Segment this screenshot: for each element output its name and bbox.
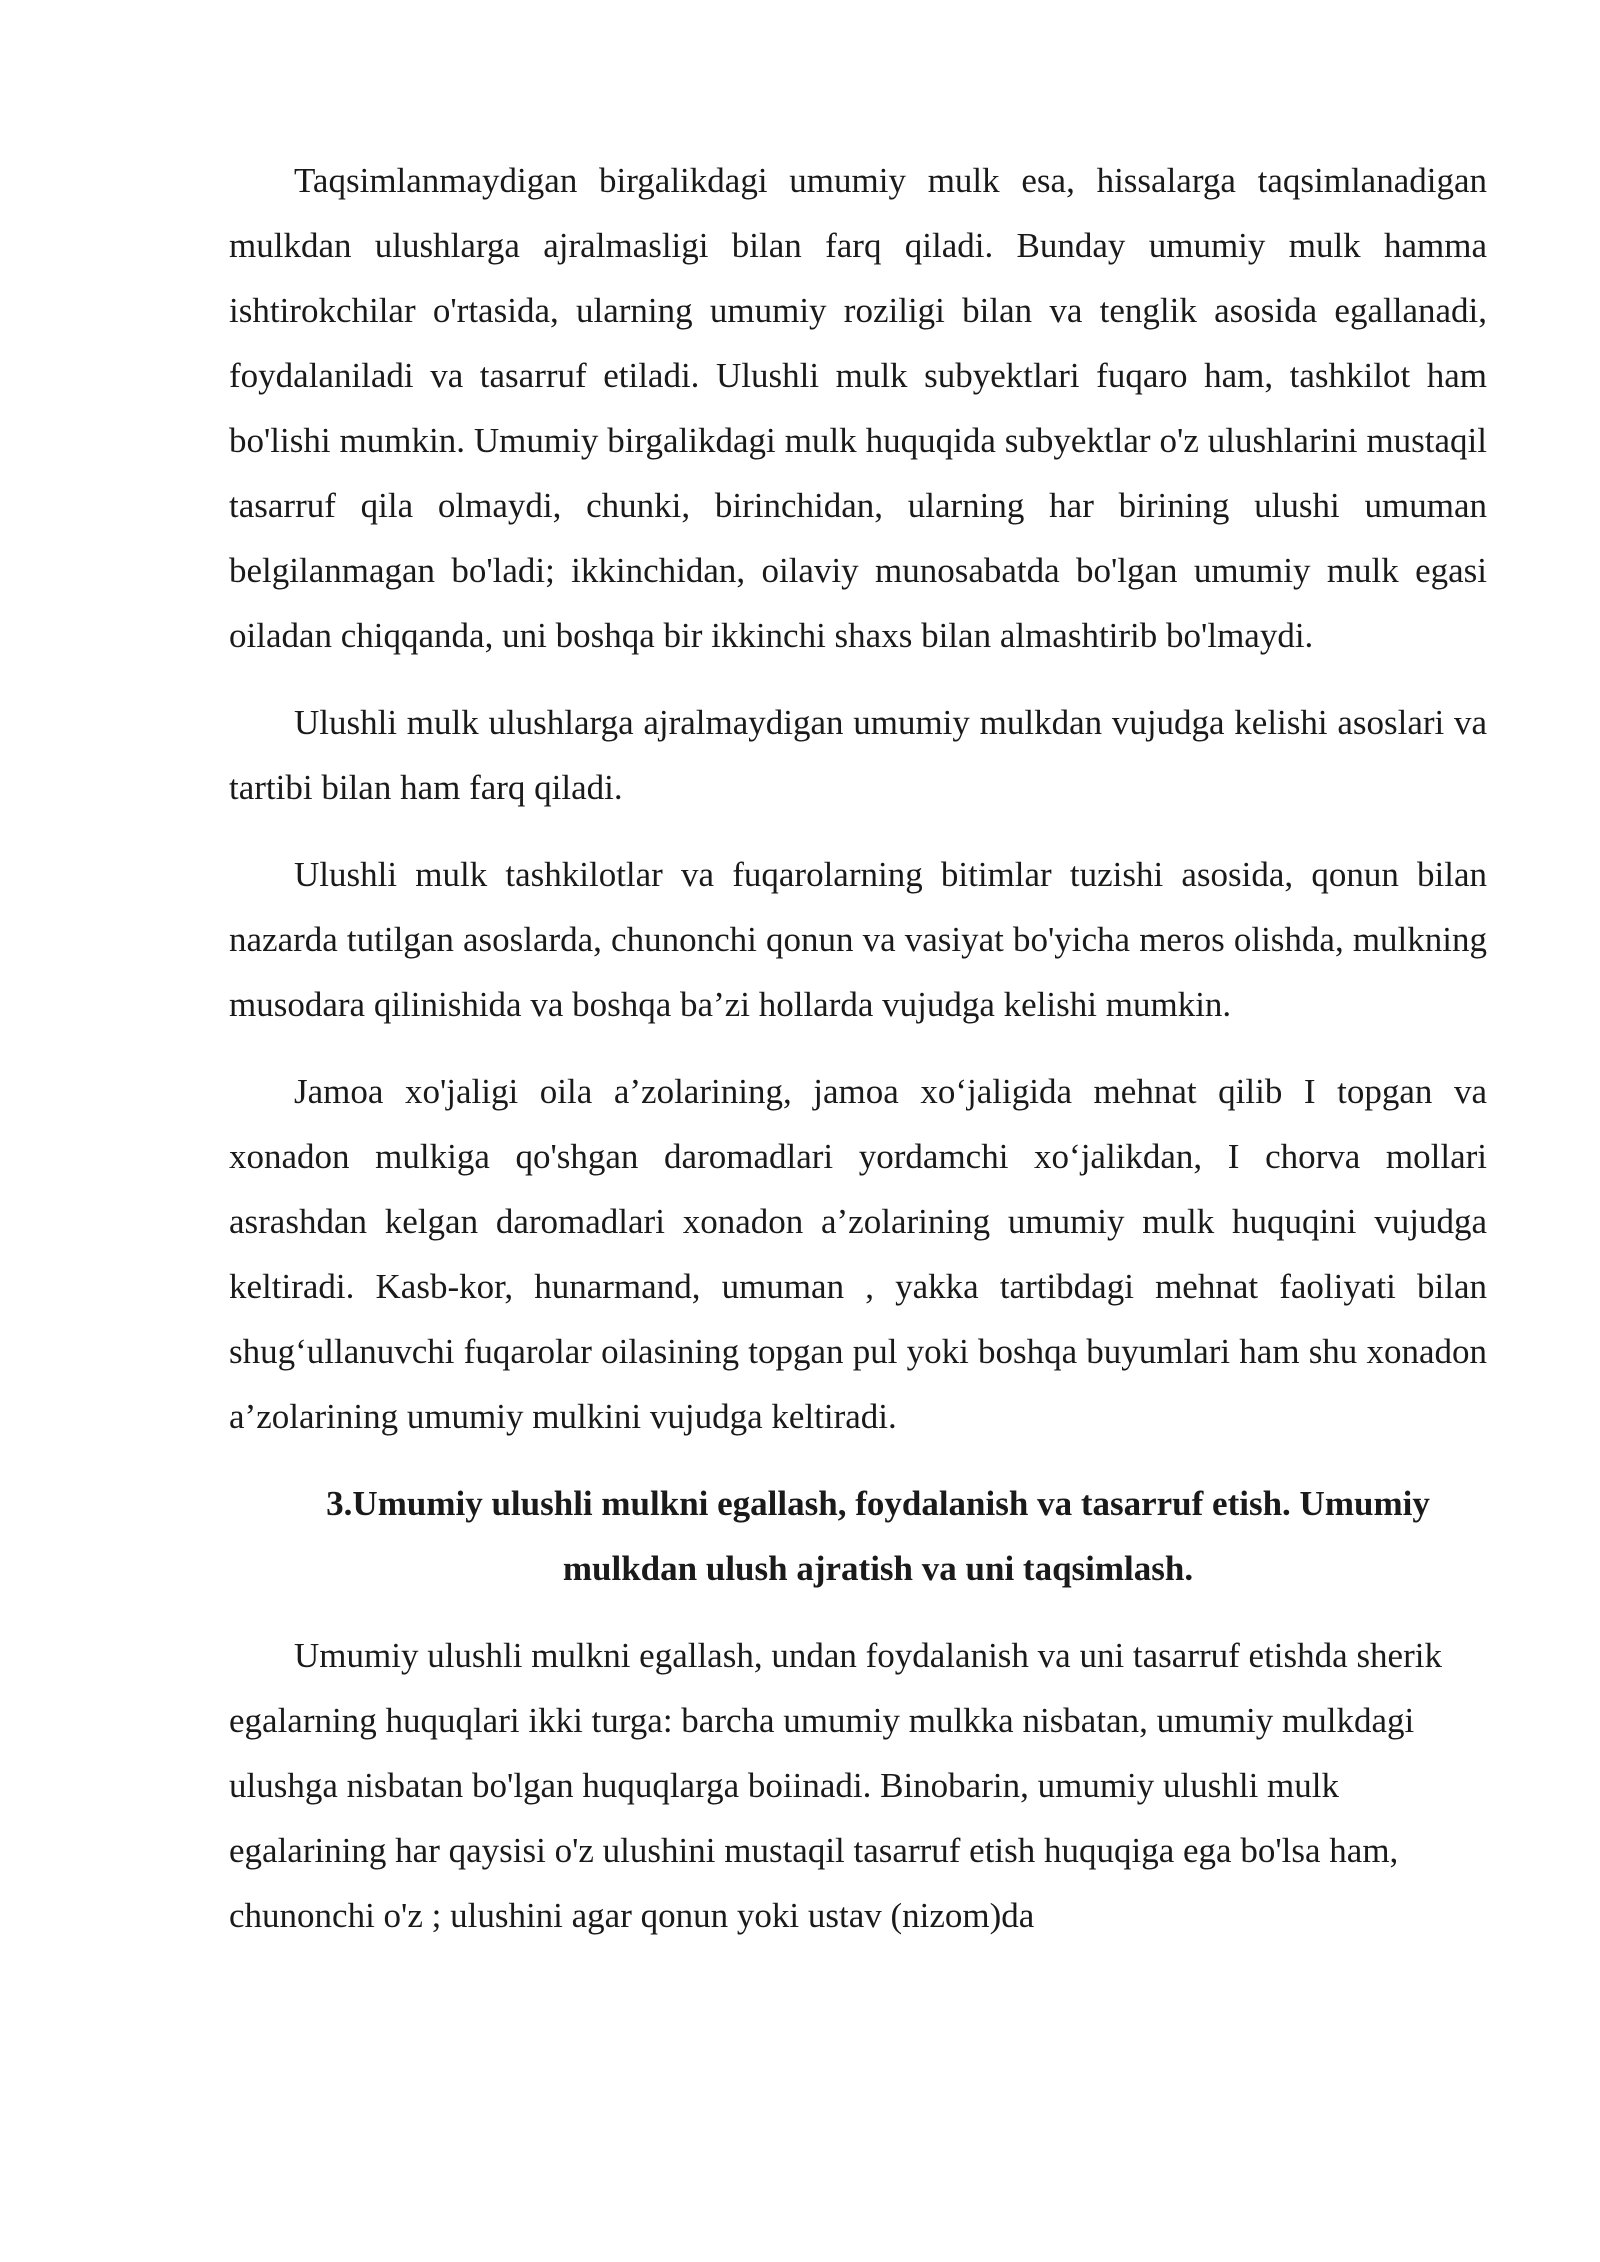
- paragraph-4: Jamoa xo'jaligi oila a’zolarining, jamoa xo‘jaligida mehnat qilib I topgan va xonadon mulkiga qo'shgan daromadlari yordamchi xo‘jalikdan, I chorva mollari asrashdan kelgan daromadlari xonadon a’zolarining umumiy mulk huquqini vujudga keltiradi. Kasb-kor, hunarmand, umuman , yakka tartibdagi mehnat faoliyati bilan shug‘ullanuvchi fuqarolar oilasining topgan pul yoki boshqa buyumlari ham shu xonadon a’zolarining umumiy mulkini vujudga keltiradi.: [229, 1072, 1487, 1436]
- paragraph-1: Taqsimlanmaydigan birgalikdagi umumiy mulk esa, hissalarga taqsimlanadigan mulkdan ulushlarga ajralmasligi bilan farq qiladi. Bunday umumiy mulk hamma ishtirokchilar o'rtasida, ularning umumiy roziligi bilan va tenglik asosida egallanadi, foydalaniladi va tasarruf etiladi. Ulushli mulk subyektlari fuqaro ham, tashkilot ham bo'lishi mumkin. Umumiy birgalikdagi mulk huquqida subyektlar o'z ulushlarini mustaqil tasarruf qila olmaydi, chunki, birinchidan, ularning har birining ulushi umuman belgilanmagan bo'ladi; ikkinchidan, oilaviy munosabatda bo'lgan umumiy mulk egasi oiladan chiqqanda, uni boshqa bir ikkinchi shaxs bilan almashtirib bo'lmaydi.: [229, 161, 1487, 655]
- paragraph-2: Ulushli mulk ulushlarga ajralmaydigan umumiy mulkdan vujudga kelishi asoslari va tartibi bilan ham farq qiladi.: [229, 703, 1487, 807]
- paragraph-5: Umumiy ulushli mulkni egallash, undan foydalanish va uni tasarruf etishda sherik egalarning huquqlari ikki turga: barcha umumiy mulkka nisbatan, umumiy mulkdagi ulushga nisbatan bo'lgan huquqlarga boiinadi. Binobarin, umumiy ulushli mulk egalarining har qaysisi o'z ulushini mustaqil tasarruf etish huquqiga ega bo'lsa ham, chunonchi o'z ; ulushini agar qonun yoki ustav (nizom)da: [229, 1636, 1442, 1935]
- document-body: [229, 148, 1487, 1970]
- section-heading: 3.Umumiy ulushli mulkni egallash, foydalanish va tasarruf etish. Umumiy mulkdan ulush ajratish va uni taqsimlash.: [326, 1484, 1430, 1588]
- paragraph-3: Ulushli mulk tashkilotlar va fuqarolarning bitimlar tuzishi asosida, qonun bilan nazarda tutilgan asoslarda, chunonchi qonun va vasiyat bo'yicha meros olishda, mulkning musodara qilinishida va boshqa ba’zi hollarda vujudga kelishi mumkin.: [229, 855, 1487, 1024]
